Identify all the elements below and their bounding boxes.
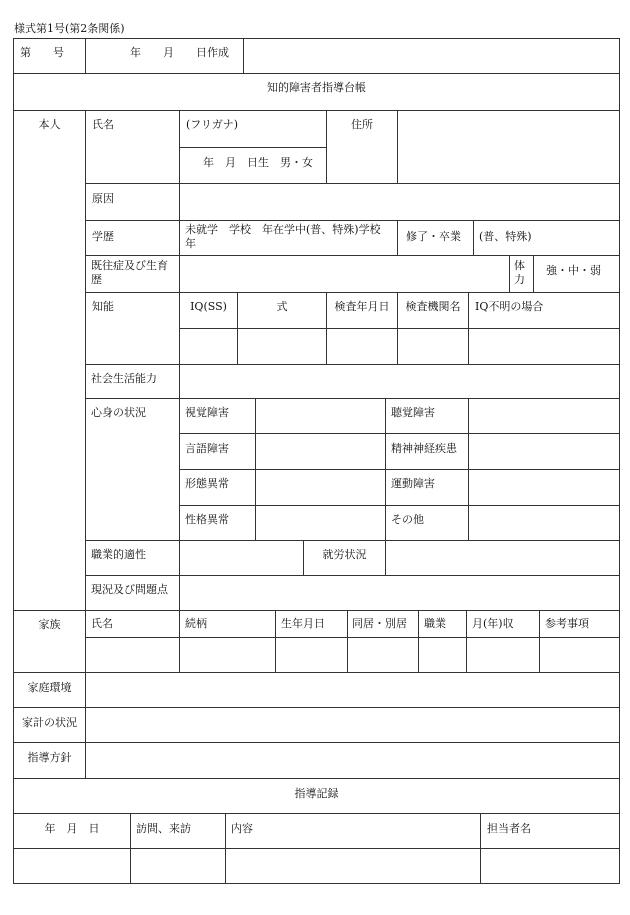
family-name-header: 氏名 [91, 617, 113, 630]
other-label: その他 [391, 513, 424, 526]
family-value-cell [85, 637, 180, 673]
intelligence-label: 知能 [92, 300, 114, 313]
cause-value-cell [179, 183, 620, 221]
mind-body-label: 心身の状況 [91, 406, 146, 419]
employment-label: 就労状況 [322, 548, 367, 561]
employment-value-cell [385, 540, 620, 576]
records-content-header: 内容 [231, 822, 253, 835]
family-birth-header: 生年月日 [281, 617, 325, 630]
test-agency-value-cell [397, 328, 469, 365]
records-date-header: 年 月 日 [44, 822, 100, 835]
records-value-cell [13, 848, 131, 884]
iq-unknown-header: IQ不明の場合 [475, 300, 544, 313]
test-date-header: 検査年月日 [334, 300, 390, 313]
policy-label: 指導方針 [27, 751, 72, 764]
records-value-cell [480, 848, 620, 884]
personality-label: 性格異常 [185, 513, 229, 526]
hearing-impairment-label: 聴覚障害 [391, 406, 435, 419]
header-blank-cell [243, 38, 620, 74]
mind-body-value-cell [468, 433, 620, 470]
history-label: 既往症及び生育歴 [91, 259, 168, 286]
test-form-value-cell [237, 328, 327, 365]
records-title: 指導記録 [294, 787, 339, 800]
environment-value-cell [85, 672, 620, 708]
environment-label: 家庭環境 [27, 681, 72, 694]
family-value-cell [347, 637, 419, 673]
iq-value-cell [179, 328, 238, 365]
family-job-header: 職業 [424, 617, 446, 630]
records-header-cell [225, 813, 481, 849]
household-value-cell [85, 707, 620, 743]
person-section-label: 本人 [38, 118, 61, 131]
speech-impairment-label: 言語障害 [185, 442, 229, 455]
records-visit-header: 訪問、来訪 [136, 822, 191, 835]
family-value-cell [275, 637, 348, 673]
cause-label: 原因 [92, 192, 114, 205]
mind-body-value-cell [255, 433, 386, 470]
family-value-cell [418, 637, 467, 673]
mind-body-value-cell [468, 469, 620, 506]
morphological-label: 形態異常 [185, 477, 229, 490]
family-notes-header: 参考事項 [545, 617, 589, 630]
document-title: 知的障害者指導台帳 [267, 81, 366, 94]
records-staff-header: 担当者名 [487, 822, 531, 835]
aptitude-value-cell [179, 540, 304, 576]
education-completion: 修了・卒業 [406, 230, 461, 243]
furigana-label: (フリガナ) [186, 118, 239, 131]
header-date-label: 年 月 日作成 [130, 46, 229, 59]
current-label: 現況及び問題点 [91, 583, 168, 596]
motor-impairment-label: 運動障害 [391, 477, 435, 490]
test-date-value-cell [326, 328, 398, 365]
household-label: 家計の状況 [22, 716, 77, 729]
education-label: 学歴 [92, 230, 114, 243]
family-value-cell [179, 637, 276, 673]
address-value-cell [397, 110, 620, 184]
physical-scale: 強・中・弱 [546, 264, 601, 277]
mind-body-value-cell [255, 398, 386, 434]
family-value-cell [466, 637, 540, 673]
header-number-label: 第 号 [20, 46, 64, 59]
iq-unknown-value-cell [468, 328, 620, 365]
iq-header: IQ(SS) [190, 300, 227, 313]
name-label: 氏名 [92, 118, 114, 131]
social-value-cell [179, 364, 620, 399]
family-cohabit-header: 同居・別居 [352, 617, 407, 630]
address-label: 住所 [351, 118, 373, 131]
education-type: (普、特殊) [479, 230, 532, 243]
physical-label: 体力 [514, 259, 525, 286]
policy-value-cell [85, 742, 620, 779]
family-value-cell [539, 637, 620, 673]
mind-body-value-cell [255, 469, 386, 506]
social-label: 社会生活能力 [91, 372, 157, 385]
birth-label: 年 月 日生 男・女 [203, 156, 313, 169]
person-section-cell [13, 110, 86, 611]
family-relation-header: 続柄 [185, 617, 207, 630]
test-form-header: 式 [276, 300, 288, 313]
visual-impairment-label: 視覚障害 [185, 406, 229, 419]
family-section-label: 家族 [38, 618, 61, 631]
records-value-cell [130, 848, 226, 884]
neuropsychiatric-label: 精神神経疾患 [391, 442, 457, 455]
records-value-cell [225, 848, 481, 884]
current-value-cell [179, 575, 620, 611]
history-value-cell [179, 255, 510, 293]
family-income-header: 月(年)収 [472, 617, 514, 630]
mind-body-value-cell [468, 505, 620, 541]
mind-body-value-cell [468, 398, 620, 434]
aptitude-label: 職業的適性 [91, 548, 146, 561]
education-detail: 未就学 学校 年在学中(普、特殊)学校 年 [185, 223, 392, 250]
mind-body-value-cell [255, 505, 386, 541]
test-agency-header: 検査機関名 [405, 300, 461, 313]
form-number-title: 様式第1号(第2条関係) [14, 22, 125, 35]
